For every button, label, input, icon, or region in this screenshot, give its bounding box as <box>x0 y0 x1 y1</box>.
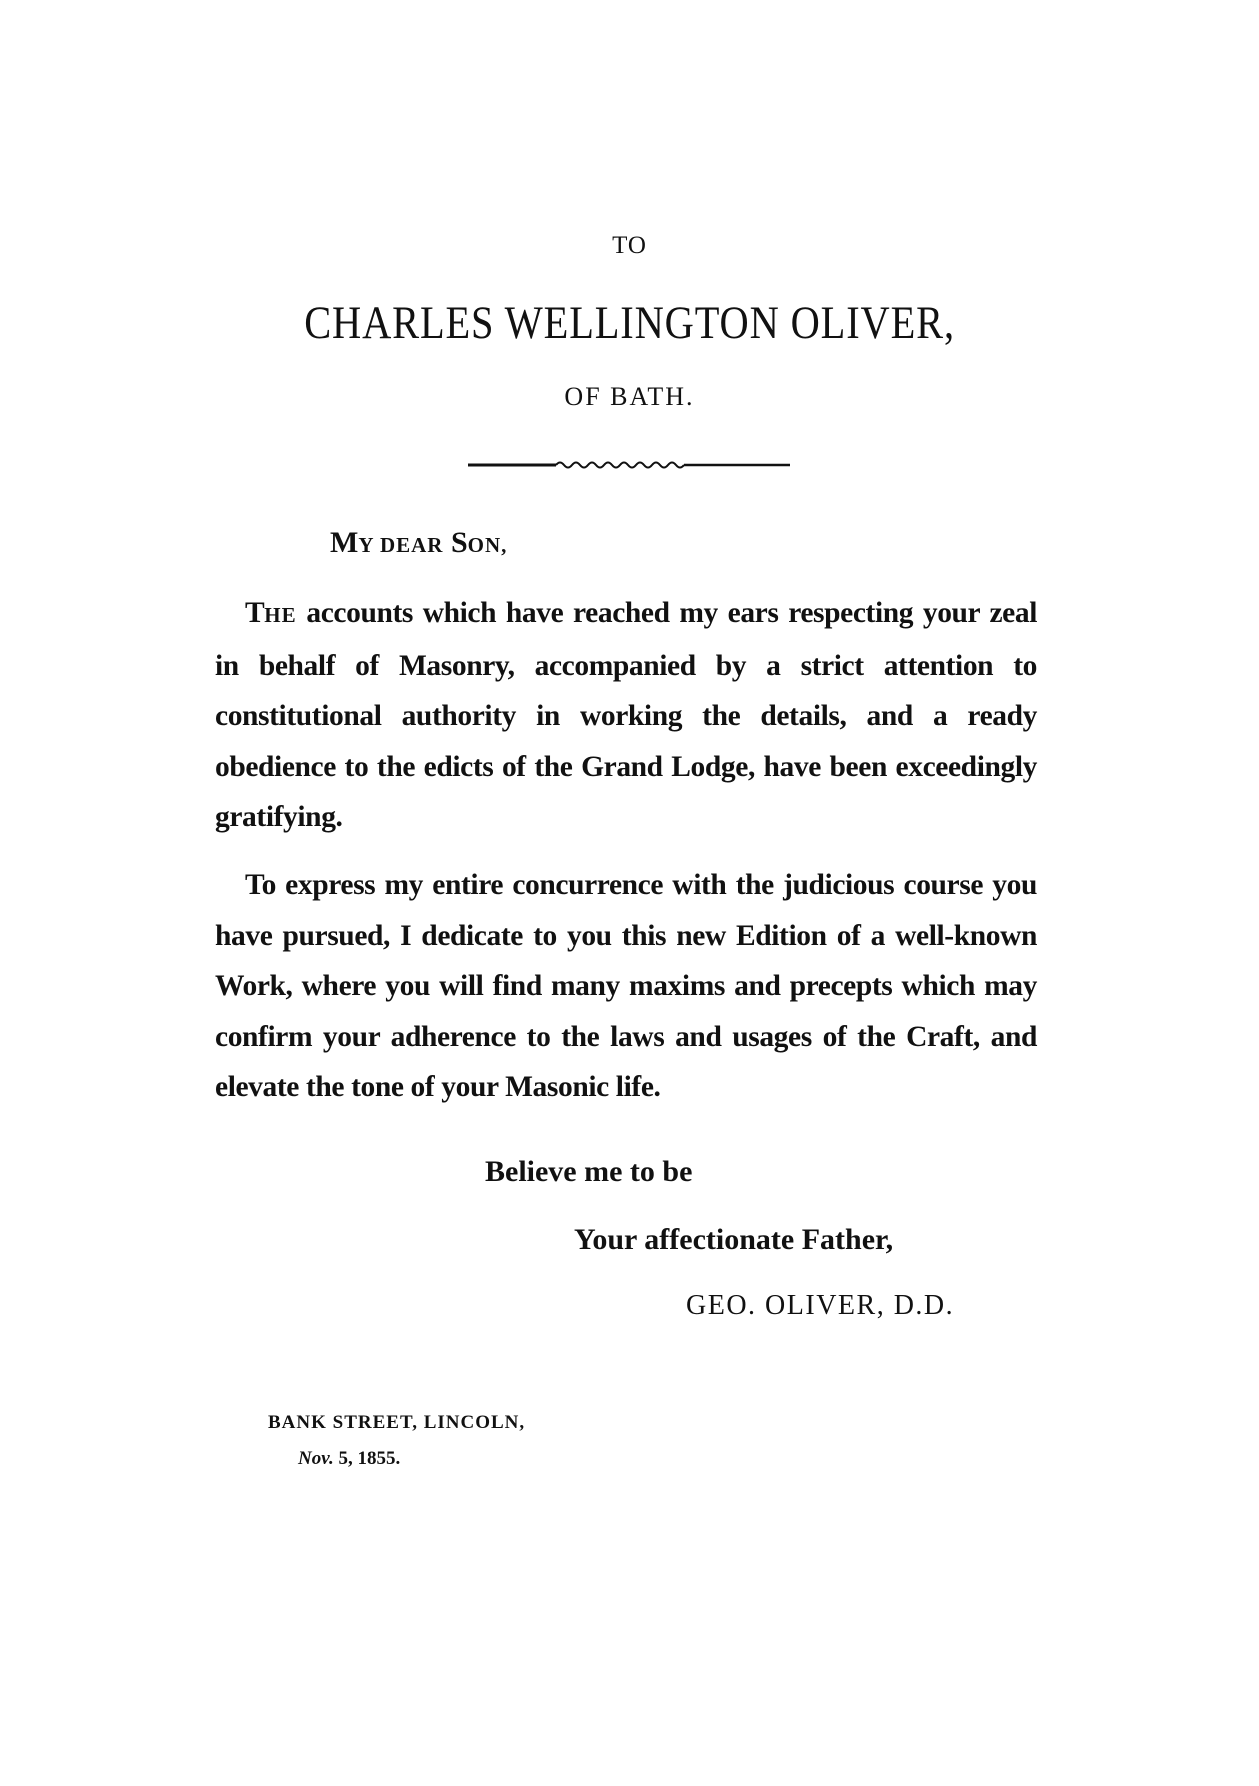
letter-paragraph-2: To express my entire concurrence with the judicious course you have pursued, I dedicate to you this new Edition of a well-known Work, where you will find many maxims and precepts which may confirm your adherence to the laws and usages of the Craft, and elevate the tone of your Masonic life. <box>215 869 1037 1103</box>
dedication-to: TO <box>612 232 647 259</box>
dedicatee-location: OF BATH. <box>564 382 695 411</box>
letter-date <box>298 1448 400 1470</box>
date-month: Nov. <box>298 1448 334 1469</box>
salutation-cap-2: S <box>450 526 468 559</box>
letter-paragraph-1 <box>215 588 1037 843</box>
paragraph-1-lead-small: HE <box>264 603 297 627</box>
paragraph-1-lead-cap: T <box>245 597 265 629</box>
salutation-space <box>443 526 451 559</box>
letter-salutation <box>330 518 507 570</box>
salutation-small-1: Y DEAR <box>358 533 444 557</box>
letter-closing-line-1: Believe me to be <box>485 1155 693 1188</box>
ornamental-divider <box>468 458 790 472</box>
letter-closing-line-2: Your affectionate Father, <box>574 1223 894 1256</box>
letter-address: BANK STREET, LINCOLN, <box>268 1412 526 1433</box>
date-rest: 5, 1855. <box>333 1448 401 1469</box>
dedicatee-name: CHARLES WELLINGTON OLIVER, <box>304 297 955 349</box>
paragraph-1-body: accounts which have reached my ears respecting your zeal in behalf of Masonry, accompanied by a strict attention to constitutional authority in working the details, and a ready obedience to the edicts of the Grand Lodge, have been exceedingly gratifying. <box>215 597 1037 833</box>
letter-signature: GEO. OLIVER, D.D. <box>686 1290 955 1321</box>
salutation-cap-1: M <box>330 526 359 559</box>
salutation-small-2: ON, <box>467 533 508 557</box>
